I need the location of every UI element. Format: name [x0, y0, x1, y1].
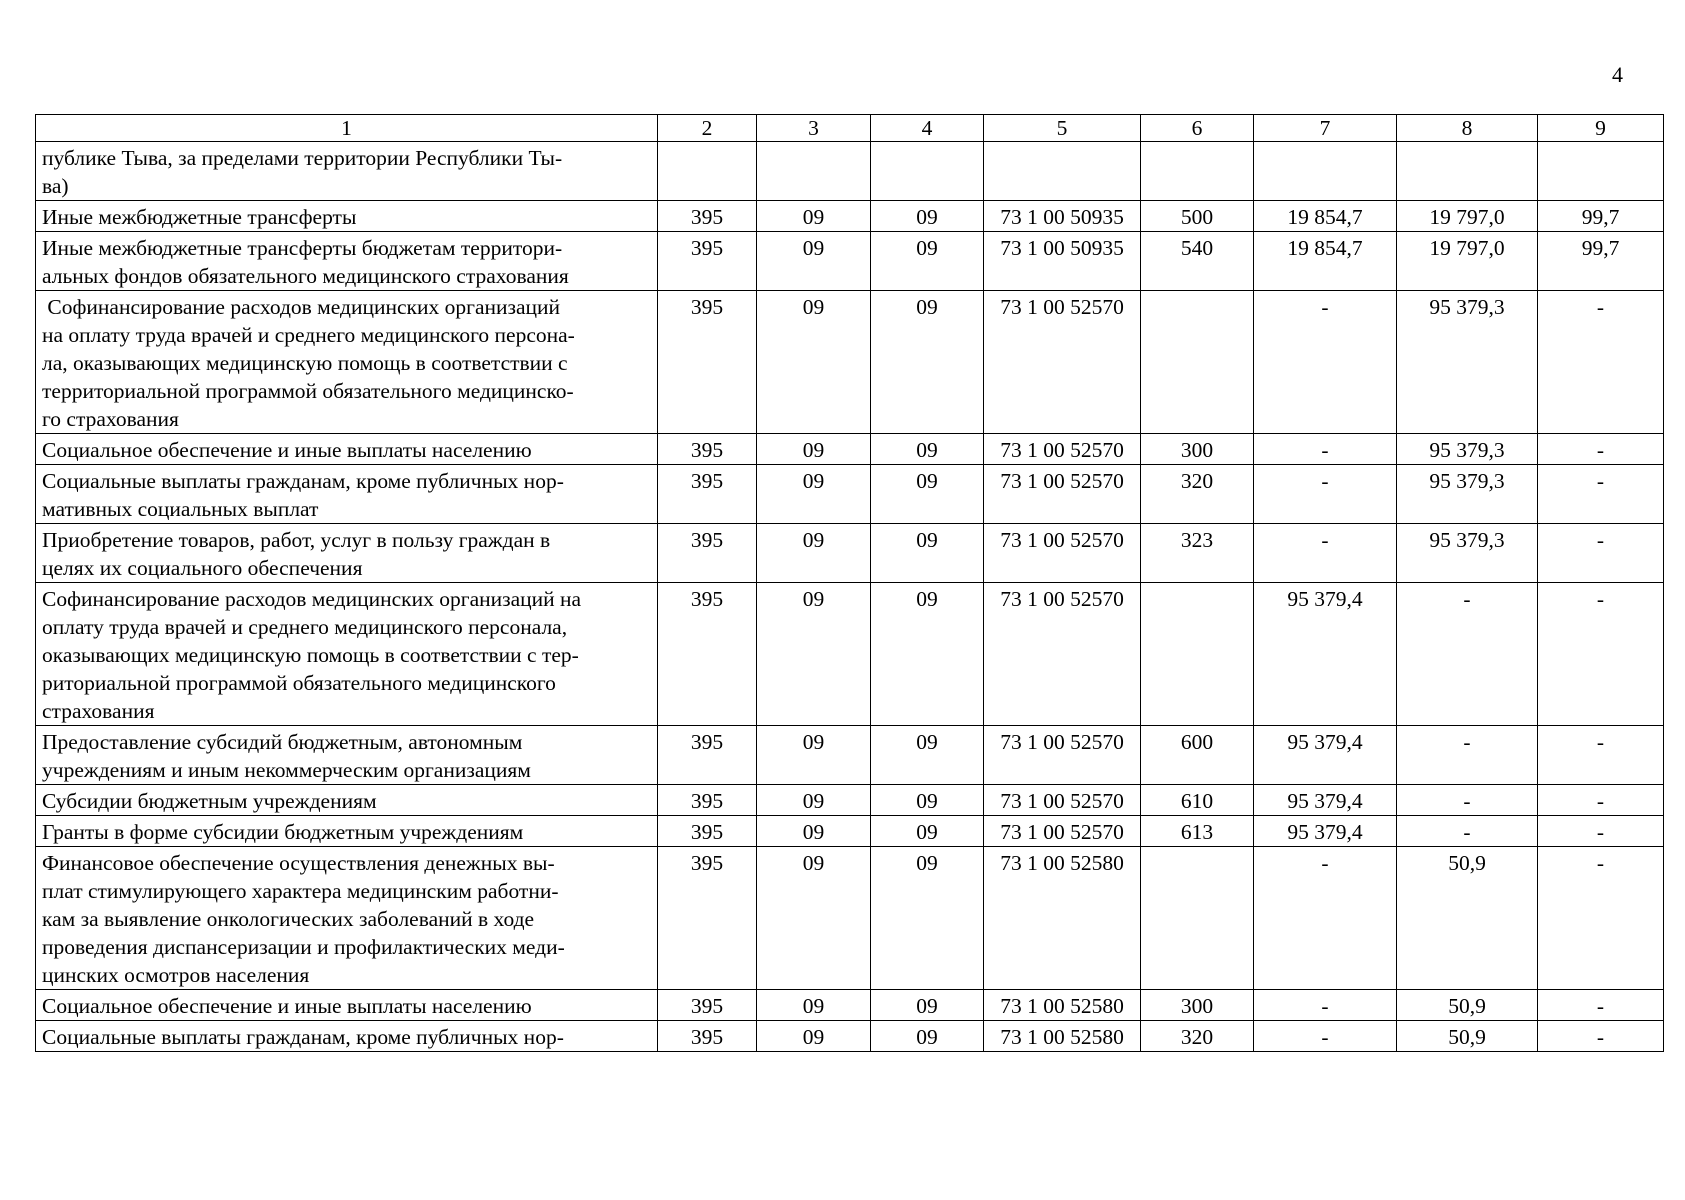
cell-col-5: 73 1 00 52570	[984, 583, 1141, 726]
cell-col-8: 19 797,0	[1397, 201, 1538, 232]
cell-col-2: 395	[658, 816, 757, 847]
column-header: 3	[757, 115, 871, 142]
cell-col-5: 73 1 00 52570	[984, 465, 1141, 524]
description-line: Софинансирование расходов медицинских организаций	[42, 295, 561, 319]
cell-col-7: -	[1254, 434, 1397, 465]
cell-col-4: 09	[871, 232, 984, 291]
table-row	[36, 232, 1664, 291]
cell-col-7: -	[1254, 291, 1397, 434]
description-line: ла, оказывающих медицинскую помощь в соответствии с	[42, 351, 568, 375]
description-line: плат стимулирующего характера медицинским работни-	[42, 879, 559, 903]
row-description	[36, 583, 658, 726]
table-row	[36, 291, 1664, 434]
cell-col-2: 395	[658, 201, 757, 232]
description-line: учреждениям и иным некоммерческим организациям	[42, 758, 531, 782]
cell-col-5: 73 1 00 50935	[984, 232, 1141, 291]
description-line: Субсидии бюджетным учреждениям	[42, 789, 377, 813]
cell-col-8: 50,9	[1397, 1021, 1538, 1052]
table-row	[36, 434, 1664, 465]
cell-col-6: 320	[1141, 1021, 1254, 1052]
row-description	[36, 142, 658, 201]
table-row	[36, 201, 1664, 232]
cell-col-8: -	[1397, 816, 1538, 847]
cell-col-9: -	[1538, 434, 1664, 465]
cell-col-5: 73 1 00 50935	[984, 201, 1141, 232]
description-line: Гранты в форме субсидии бюджетным учреждениям	[42, 820, 524, 844]
table-header-row	[36, 115, 1664, 142]
table-row	[36, 583, 1664, 726]
cell-col-7	[1254, 142, 1397, 201]
cell-col-8: 95 379,3	[1397, 465, 1538, 524]
row-description	[36, 434, 658, 465]
row-description	[36, 465, 658, 524]
cell-col-2: 395	[658, 990, 757, 1021]
cell-col-2: 395	[658, 232, 757, 291]
cell-col-5	[984, 142, 1141, 201]
table-row	[36, 847, 1664, 990]
cell-col-5: 73 1 00 52580	[984, 1021, 1141, 1052]
cell-col-6: 500	[1141, 201, 1254, 232]
cell-col-6	[1141, 142, 1254, 201]
cell-col-9: -	[1538, 1021, 1664, 1052]
description-line: кам за выявление онкологических заболеваний в ходе	[42, 907, 535, 931]
cell-col-3: 09	[757, 785, 871, 816]
description-line: мативных социальных выплат	[42, 497, 319, 521]
cell-col-4: 09	[871, 434, 984, 465]
column-header: 1	[36, 115, 658, 142]
cell-col-6: 300	[1141, 990, 1254, 1021]
cell-col-3: 09	[757, 465, 871, 524]
cell-col-7: -	[1254, 847, 1397, 990]
cell-col-3: 09	[757, 726, 871, 785]
table-row	[36, 142, 1664, 201]
description-line: оплату труда врачей и среднего медицинского персонала,	[42, 615, 568, 639]
cell-col-9: -	[1538, 816, 1664, 847]
description-line: Социальные выплаты гражданам, кроме публичных нор-	[42, 469, 564, 493]
column-header: 7	[1254, 115, 1397, 142]
cell-col-4: 09	[871, 726, 984, 785]
cell-col-9: -	[1538, 291, 1664, 434]
cell-col-6: 540	[1141, 232, 1254, 291]
cell-col-6: 320	[1141, 465, 1254, 524]
row-description	[36, 847, 658, 990]
cell-col-8: 19 797,0	[1397, 232, 1538, 291]
cell-col-5: 73 1 00 52570	[984, 726, 1141, 785]
cell-col-3: 09	[757, 847, 871, 990]
cell-col-9: -	[1538, 583, 1664, 726]
cell-col-4: 09	[871, 201, 984, 232]
column-header: 8	[1397, 115, 1538, 142]
cell-col-2: 395	[658, 524, 757, 583]
description-line: цинских осмотров населения	[42, 963, 310, 987]
description-line: риториальной программой обязательного медицинского	[42, 671, 556, 695]
row-description	[36, 990, 658, 1021]
description-line: альных фондов обязательного медицинского страхования	[42, 264, 569, 288]
row-description	[36, 785, 658, 816]
cell-col-2	[658, 142, 757, 201]
cell-col-9: -	[1538, 785, 1664, 816]
cell-col-5: 73 1 00 52580	[984, 990, 1141, 1021]
cell-col-7: 19 854,7	[1254, 201, 1397, 232]
table-row	[36, 816, 1664, 847]
cell-col-9: 99,7	[1538, 232, 1664, 291]
cell-col-8: 50,9	[1397, 990, 1538, 1021]
cell-col-4: 09	[871, 583, 984, 726]
description-line: Финансовое обеспечение осуществления денежных вы-	[42, 851, 555, 875]
cell-col-9: -	[1538, 524, 1664, 583]
cell-col-8: -	[1397, 785, 1538, 816]
row-description	[36, 232, 658, 291]
description-line: проведения диспансеризации и профилактических меди-	[42, 935, 565, 959]
cell-col-2: 395	[658, 583, 757, 726]
cell-col-6	[1141, 583, 1254, 726]
cell-col-7: 95 379,4	[1254, 785, 1397, 816]
cell-col-8: 95 379,3	[1397, 524, 1538, 583]
cell-col-4: 09	[871, 847, 984, 990]
cell-col-7: -	[1254, 524, 1397, 583]
description-line: страхования	[42, 699, 155, 723]
cell-col-3: 09	[757, 816, 871, 847]
cell-col-3: 09	[757, 524, 871, 583]
cell-col-7: 19 854,7	[1254, 232, 1397, 291]
description-line: территориальной программой обязательного медицинско-	[42, 379, 574, 403]
cell-col-6: 600	[1141, 726, 1254, 785]
cell-col-5: 73 1 00 52570	[984, 434, 1141, 465]
cell-col-2: 395	[658, 847, 757, 990]
cell-col-6: 300	[1141, 434, 1254, 465]
cell-col-6: 610	[1141, 785, 1254, 816]
cell-col-2: 395	[658, 785, 757, 816]
cell-col-2: 395	[658, 465, 757, 524]
description-line: Софинансирование расходов медицинских организаций на	[42, 587, 582, 611]
row-description	[36, 816, 658, 847]
description-line: Иные межбюджетные трансферты	[42, 205, 357, 229]
table-row	[36, 990, 1664, 1021]
cell-col-6	[1141, 847, 1254, 990]
cell-col-9: -	[1538, 465, 1664, 524]
column-header: 4	[871, 115, 984, 142]
description-line: Социальные выплаты гражданам, кроме публичных нор-	[42, 1025, 564, 1049]
table-row	[36, 524, 1664, 583]
cell-col-8: 95 379,3	[1397, 291, 1538, 434]
column-header: 9	[1538, 115, 1664, 142]
cell-col-9	[1538, 142, 1664, 201]
row-description	[36, 201, 658, 232]
table-body	[36, 142, 1664, 1052]
cell-col-4: 09	[871, 785, 984, 816]
table-row	[36, 726, 1664, 785]
cell-col-3: 09	[757, 434, 871, 465]
cell-col-6	[1141, 291, 1254, 434]
budget-table	[35, 114, 1664, 1052]
row-description	[36, 524, 658, 583]
description-line: публике Тыва, за пределами территории Республики Ты-	[42, 146, 563, 170]
cell-col-7: 95 379,4	[1254, 726, 1397, 785]
cell-col-7: 95 379,4	[1254, 816, 1397, 847]
cell-col-6: 613	[1141, 816, 1254, 847]
cell-col-3: 09	[757, 990, 871, 1021]
row-description	[36, 726, 658, 785]
cell-col-5: 73 1 00 52570	[984, 291, 1141, 434]
row-description	[36, 291, 658, 434]
cell-col-9: -	[1538, 847, 1664, 990]
cell-col-8: 95 379,3	[1397, 434, 1538, 465]
description-line: Социальное обеспечение и иные выплаты населению	[42, 438, 532, 462]
cell-col-4: 09	[871, 291, 984, 434]
cell-col-4: 09	[871, 990, 984, 1021]
cell-col-5: 73 1 00 52580	[984, 847, 1141, 990]
description-line: Иные межбюджетные трансферты бюджетам территори-	[42, 236, 563, 260]
cell-col-4: 09	[871, 465, 984, 524]
row-description	[36, 1021, 658, 1052]
description-line: на оплату труда врачей и среднего медицинского персона-	[42, 323, 575, 347]
table-row	[36, 785, 1664, 816]
cell-col-3	[757, 142, 871, 201]
column-header: 6	[1141, 115, 1254, 142]
cell-col-7: -	[1254, 1021, 1397, 1052]
description-line: го страхования	[42, 407, 179, 431]
column-header: 2	[658, 115, 757, 142]
cell-col-5: 73 1 00 52570	[984, 785, 1141, 816]
cell-col-7: -	[1254, 465, 1397, 524]
cell-col-8: 50,9	[1397, 847, 1538, 990]
cell-col-7: -	[1254, 990, 1397, 1021]
cell-col-2: 395	[658, 291, 757, 434]
cell-col-5: 73 1 00 52570	[984, 524, 1141, 583]
table-row	[36, 465, 1664, 524]
description-line: Приобретение товаров, работ, услуг в пользу граждан в	[42, 528, 551, 552]
cell-col-4	[871, 142, 984, 201]
cell-col-8: -	[1397, 583, 1538, 726]
cell-col-8	[1397, 142, 1538, 201]
cell-col-3: 09	[757, 201, 871, 232]
cell-col-3: 09	[757, 1021, 871, 1052]
cell-col-3: 09	[757, 583, 871, 726]
cell-col-3: 09	[757, 232, 871, 291]
cell-col-4: 09	[871, 524, 984, 583]
cell-col-7: 95 379,4	[1254, 583, 1397, 726]
cell-col-5: 73 1 00 52570	[984, 816, 1141, 847]
column-header: 5	[984, 115, 1141, 142]
cell-col-2: 395	[658, 434, 757, 465]
cell-col-4: 09	[871, 816, 984, 847]
table-row	[36, 1021, 1664, 1052]
description-line: Предоставление субсидий бюджетным, автономным	[42, 730, 523, 754]
cell-col-9: -	[1538, 726, 1664, 785]
cell-col-9: 99,7	[1538, 201, 1664, 232]
description-line: оказывающих медицинскую помощь в соответствии с тер-	[42, 643, 579, 667]
cell-col-8: -	[1397, 726, 1538, 785]
description-line: целях их социального обеспечения	[42, 556, 363, 580]
cell-col-3: 09	[757, 291, 871, 434]
cell-col-4: 09	[871, 1021, 984, 1052]
cell-col-9: -	[1538, 990, 1664, 1021]
description-line: Социальное обеспечение и иные выплаты населению	[42, 994, 532, 1018]
description-line: ва)	[42, 174, 69, 198]
cell-col-2: 395	[658, 726, 757, 785]
cell-col-2: 395	[658, 1021, 757, 1052]
cell-col-6: 323	[1141, 524, 1254, 583]
page-number: 4	[1612, 62, 1623, 87]
